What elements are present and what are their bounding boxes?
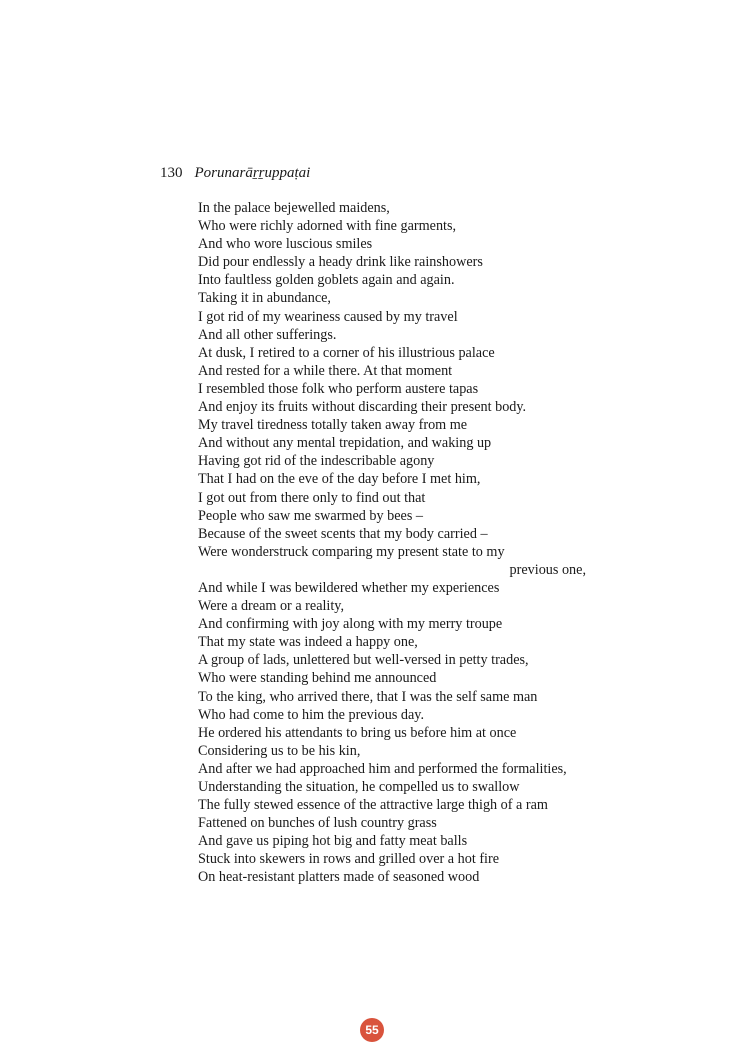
poem-line: I resembled those folk who perform austere tapas — [198, 380, 479, 397]
poem-line: That my state was indeed a happy one, — [198, 634, 418, 651]
poem-line: Who were richly adorned with fine garments, — [198, 218, 457, 235]
poem-line: To the king, who arrived there, that I was the self same man — [198, 688, 538, 705]
poem-line: Fattened on bunches of lush country grass — [198, 815, 437, 832]
poem-line: He ordered his attendants to bring us before him at once — [198, 724, 517, 741]
poem-line: I got out from there only to find out that — [198, 489, 426, 506]
poem-line: That I had on the eve of the day before I met him, — [198, 471, 481, 488]
poem-text — [198, 199, 586, 887]
poem-line: And rested for a while there. At that moment — [198, 362, 453, 379]
page-number: 130 — [160, 165, 183, 181]
poem-line: And after we had approached him and performed the formalities, — [198, 760, 567, 777]
poem-line: My travel tiredness totally taken away from me — [198, 417, 468, 434]
poem-line: And while I was bewildered whether my experiences — [198, 579, 500, 596]
poem-line: People who saw me swarmed by bees – — [198, 507, 423, 524]
poem-line: On heat-resistant platters made of seasoned wood — [198, 869, 480, 886]
poem-line: At dusk, I retired to a corner of his illustrious palace — [198, 344, 495, 361]
poem-line: Were wonderstruck comparing my present state to my — [198, 543, 505, 560]
poem-line: I got rid of my weariness caused by my travel — [198, 308, 458, 325]
poem-line: Considering us to be his kin, — [198, 742, 361, 759]
poem-line: And who wore luscious smiles — [198, 236, 373, 253]
poem-line: And without any mental trepidation, and waking up — [198, 435, 492, 452]
poem-line: Into faultless golden goblets again and again. — [198, 272, 455, 289]
poem-line: Did pour endlessly a heady drink like rainshowers — [198, 254, 483, 271]
poem-line: And confirming with joy along with my merry troupe — [198, 616, 503, 633]
poem-line: And gave us piping hot big and fatty meat balls — [198, 833, 468, 850]
poem-line: Because of the sweet scents that my body carried – — [198, 525, 488, 542]
poem-line: Stuck into skewers in rows and grilled over a hot fire — [198, 851, 500, 868]
poem-line: Were a dream or a reality, — [198, 598, 345, 615]
poem-line-continuation: previous one, — [509, 561, 586, 578]
poem-line: In the palace bejewelled maidens, — [198, 200, 390, 216]
poem-line: Understanding the situation, he compelled us to swallow — [198, 779, 520, 795]
poem-line: Who were standing behind me announced — [198, 670, 437, 687]
running-header — [160, 163, 310, 183]
poem-line: A group of lads, unlettered but well-versed in petty trades, — [198, 652, 529, 669]
poem-line: Taking it in abundance, — [198, 290, 331, 307]
poem-line: Having got rid of the indescribable agony — [198, 453, 435, 470]
book-title: Porunarāṟṟuppaṭai — [194, 165, 311, 181]
poem-line: The fully stewed essence of the attractive large thigh of a ram — [198, 797, 548, 814]
poem-line: And all other sufferings. — [198, 326, 337, 343]
page-badge: 55 — [360, 1018, 384, 1042]
poem-line: Who had come to him the previous day. — [198, 706, 425, 723]
poem-line: And enjoy its fruits without discarding their present body. — [198, 399, 527, 416]
